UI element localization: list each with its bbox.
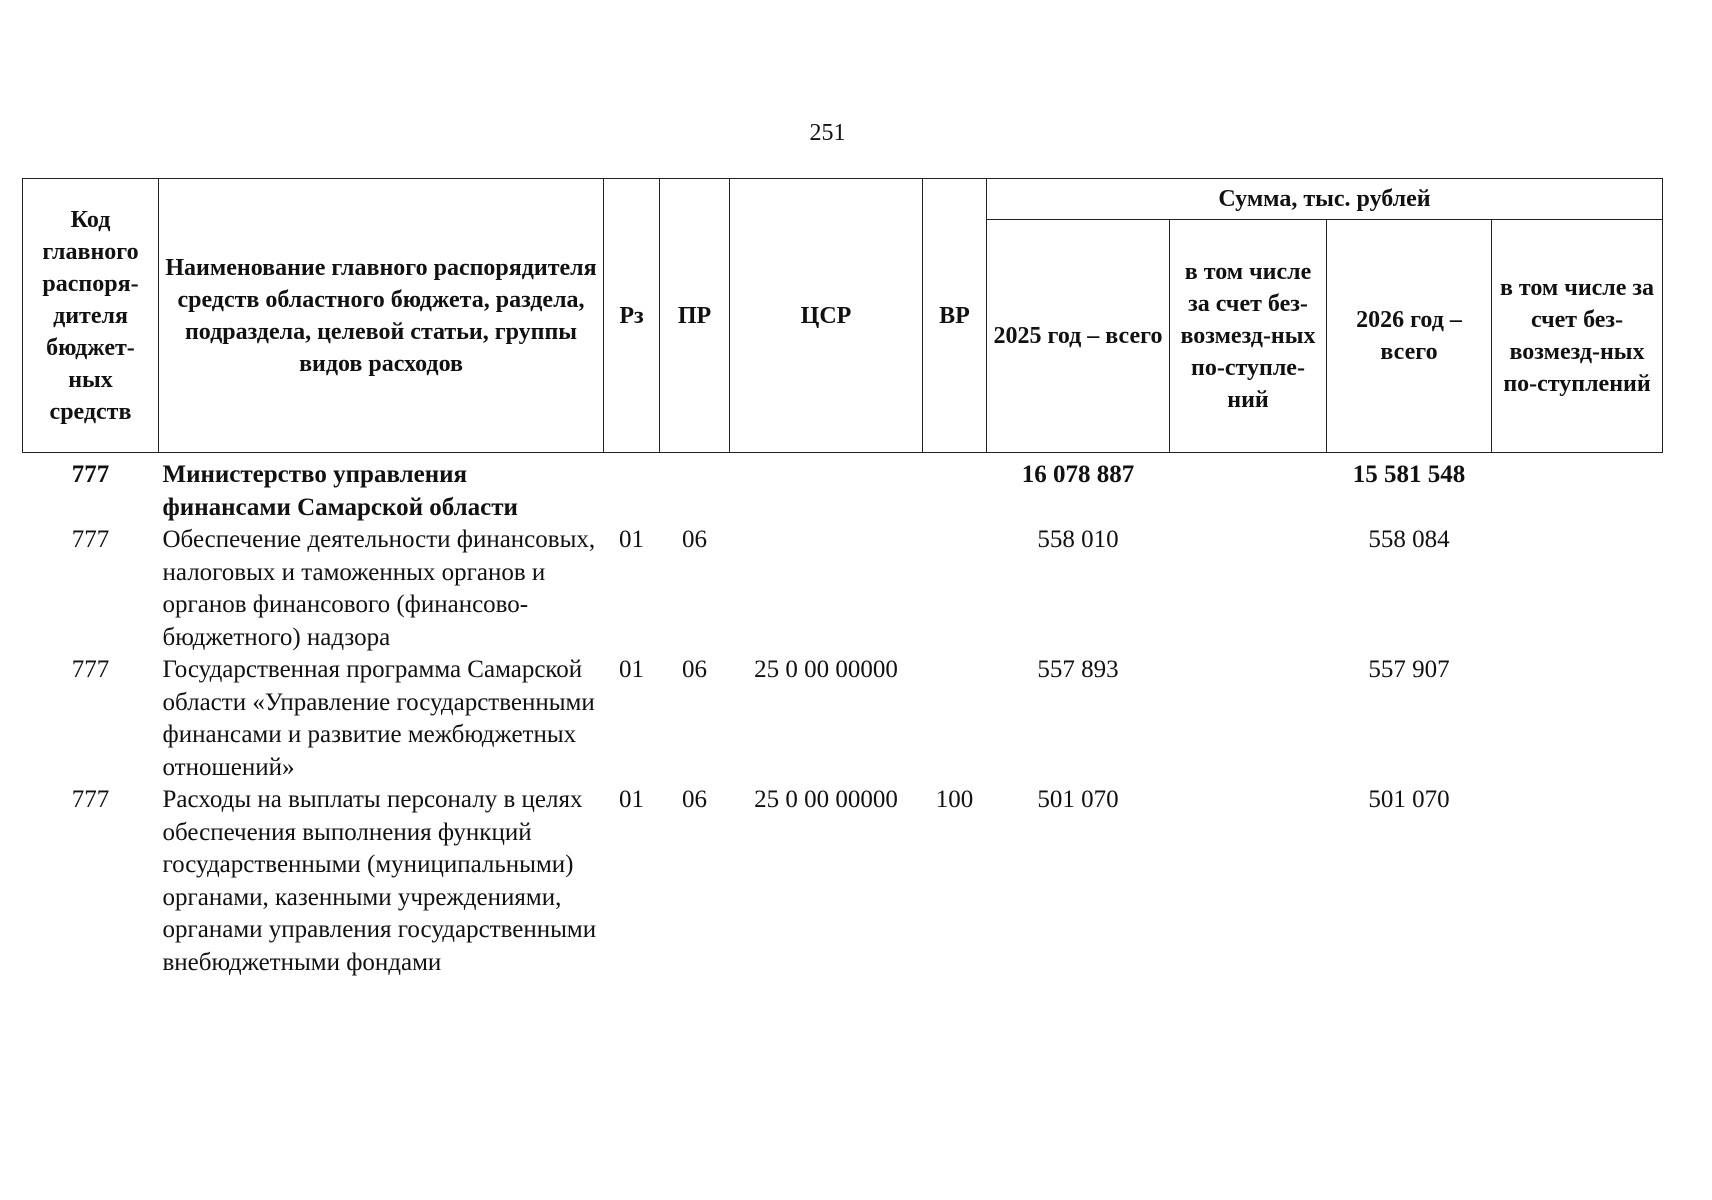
cell-rz: 01 [619, 526, 644, 553]
header-2026-free: в том числе за счет без-возмезд-ных по-ступлений [1492, 220, 1663, 453]
cell-pr: 06 [682, 526, 707, 553]
cell-csr [730, 453, 923, 525]
cell-vr [923, 453, 987, 525]
cell-rz [604, 453, 660, 525]
cell-csr [730, 524, 923, 654]
cell-name: Обеспечение деятельности финансовых, налоговых и таможенных органов и органов финансового (финансово-бюджетного) надзора [162, 526, 596, 651]
cell-rz: 01 [619, 656, 644, 683]
table-row [23, 524, 1663, 654]
cell-2025-total: 557 893 [1037, 656, 1119, 683]
cell-2026-total: 15 581 548 [1352, 461, 1466, 488]
cell-code: 777 [71, 786, 110, 813]
table-row [23, 654, 1663, 784]
header-vr: ВР [923, 179, 987, 453]
header-sum-group: Сумма, тыс. рублей [987, 179, 1663, 220]
cell-code: 777 [71, 656, 110, 683]
budget-table [22, 178, 1663, 979]
cell-vr [923, 524, 987, 654]
cell-pr [660, 453, 730, 525]
table-header [23, 179, 1663, 453]
header-2025-total: 2025 год – всего [987, 220, 1170, 453]
cell-2025-free [1170, 524, 1327, 654]
cell-2025-total: 16 078 887 [1021, 461, 1135, 488]
cell-2026-free [1492, 654, 1663, 784]
cell-name: Государственная программа Самарской области «Управление государственными финансами и развитие межбюджетных отношений» [162, 656, 595, 781]
header-name: Наименование главного распорядителя средств областного бюджета, раздела, подраздела, целевой статьи, группы видов расходов [159, 179, 604, 453]
cell-2026-free [1492, 453, 1663, 525]
cell-2026-total: 557 907 [1368, 656, 1450, 683]
cell-2026-free [1492, 784, 1663, 979]
cell-pr: 06 [682, 656, 707, 683]
cell-2026-total: 558 084 [1368, 526, 1450, 553]
header-code: Код главного распоря-дителя бюджет-ных средств [23, 179, 159, 453]
cell-2025-free [1170, 654, 1327, 784]
table-row [23, 453, 1663, 525]
cell-name: Министерство управления финансами Самарской области [162, 461, 518, 521]
cell-2025-total: 501 070 [1037, 786, 1119, 813]
page-number: 251 [809, 120, 846, 146]
header-2026-total: 2026 год – всего [1327, 220, 1492, 453]
header-rz: Рз [604, 179, 660, 453]
header-pr: ПР [660, 179, 730, 453]
cell-vr: 100 [935, 786, 974, 813]
header-csr: ЦСР [730, 179, 923, 453]
header-2025-free: в том числе за счет без-возмезд-ных по-ступле-ний [1170, 220, 1327, 453]
cell-2026-total: 501 070 [1368, 786, 1450, 813]
cell-rz: 01 [619, 786, 644, 813]
cell-2025-total: 558 010 [1037, 526, 1119, 553]
cell-vr [923, 654, 987, 784]
cell-2025-free [1170, 453, 1327, 525]
cell-code: 777 [71, 526, 110, 553]
cell-2026-free [1492, 524, 1663, 654]
table-row [23, 784, 1663, 979]
cell-pr: 06 [682, 786, 707, 813]
cell-code: 777 [71, 461, 110, 488]
table-body [23, 453, 1663, 980]
cell-csr: 25 0 00 00000 [754, 786, 898, 813]
cell-2025-free [1170, 784, 1327, 979]
cell-name: Расходы на выплаты персоналу в целях обеспечения выполнения функций государственными (муниципальными) органами, казенными учреждениями, органами управления государственными внебюджетными фондами [162, 786, 597, 976]
cell-csr: 25 0 00 00000 [754, 656, 898, 683]
